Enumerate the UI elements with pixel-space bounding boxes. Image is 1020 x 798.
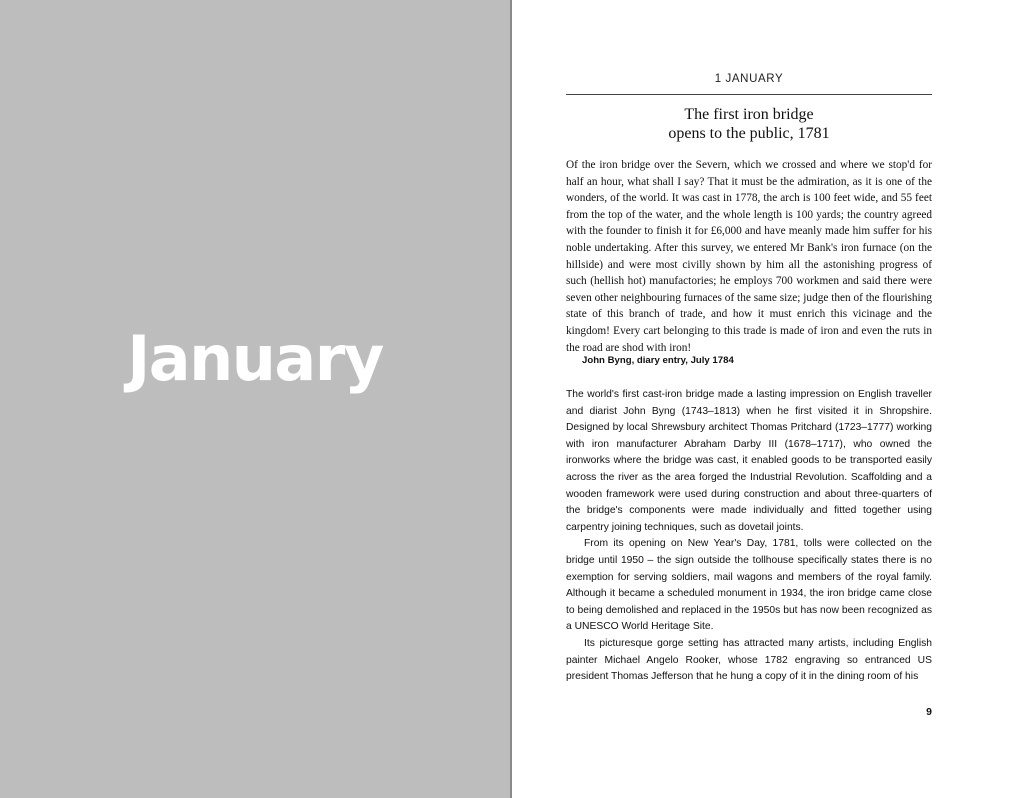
quote-attribution: John Byng, diary entry, July 1784: [582, 355, 734, 366]
body-paragraph: From its opening on New Year's Day, 1781, tolls were collected on the bridge until 1950 – the sign outside the tollhouse specifically states there is no exemption for serving soldiers, mail wagons and members of the royal family. Although it became a scheduled monument in 1934, the iron bridge came close to being demolished and replaced in the 1950s but has now been recognized as a UNESCO World Heritage Site.: [566, 538, 932, 633]
month-title: January: [127, 322, 383, 395]
page-number: 9: [926, 706, 932, 718]
entry-title-line-2: opens to the public, 1781: [668, 125, 830, 142]
header-rule: [566, 94, 932, 95]
running-head: 1 JANUARY: [714, 73, 784, 85]
body-paragraph: The world's first cast-iron bridge made a lasting impression on English traveller and diarist John Byng (1743–1813) when he first visited it in Shropshire. Designed by local Shrewsbury architect Thomas Pritchard (1723–1777) working with iron manufacturer Abraham Darby III (1678–1717), who owned the ironworks where the bridge was cast, it enabled goods to be transported easily across the river as the area forged the Industrial Revolution. Scaffolding and a wooden framework were used during construction and about three-quarters of the bridge's components were made individually and fitted together using carpentry joining techniques, such as dovetail joints.: [566, 389, 932, 533]
entry-title: [566, 105, 932, 143]
epigraph-quote: Of the iron bridge over the Severn, which we crossed and where we stop'd for half an hour, what shall I say? That it must be the admiration, as it is one of the wonders, of the world. It was cast in 1778, the arch is 100 feet wide, and 55 feet from the top of the water, and the whole length is 100 yards; the country agreed with the founder to finish it for £6,000 and have meanly made him suffer for his noble undertaking. After this survey, we entered Mr Bank's iron furnace (on the hillside) and were most civilly shown by him all the astonishing progress of such (hellish hot) manufactories; he employs 700 workmen and said there were seven other neighbouring furnaces of the same size; judge then of the flourishing state of this branch of trade, and how it must enrich this vicinage and the kingdom! Every cart belonging to this trade is made of iron and even the ruts in the road are shod with iron!: [566, 159, 932, 354]
body-text: [566, 387, 932, 686]
entry-title-line-1: The first iron bridge: [684, 106, 814, 123]
right-page: [512, 0, 1020, 798]
body-paragraph: Its picturesque gorge setting has attracted many artists, including English painter Michael Angelo Rooker, whose 1782 engraving so entranced US president Thomas Jefferson that he hung a copy of it in the dining room of his: [566, 637, 932, 683]
